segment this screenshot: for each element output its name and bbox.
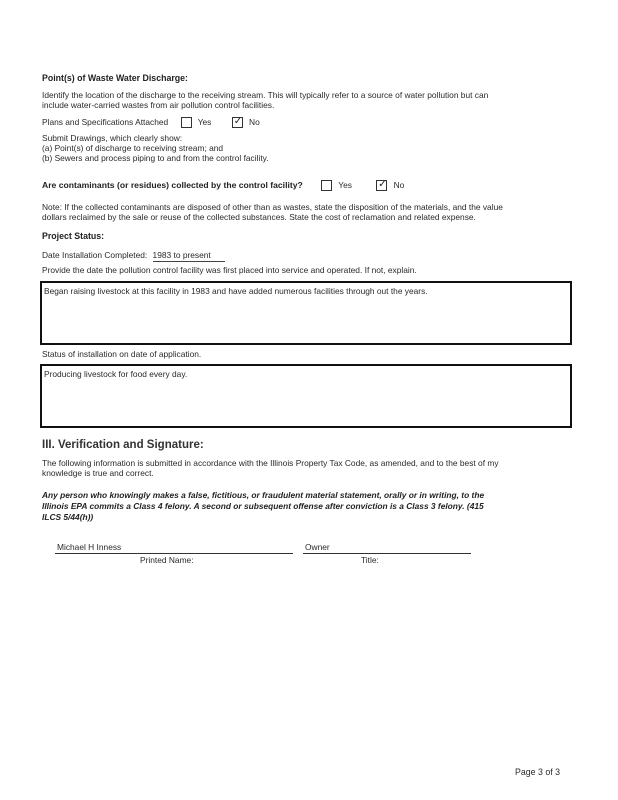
verification-text-1: The following information is submitted in accordance with the Illinois Property Tax Code, as amended, and to the best of my — [42, 458, 499, 468]
printed-name-line — [55, 553, 293, 554]
contaminants-no-checkbox[interactable] — [376, 180, 387, 191]
check-icon: ✓ — [233, 116, 243, 128]
explanation-box[interactable] — [40, 281, 572, 345]
points-instruction-1: Identify the location of the discharge to the receiving stream. This will typically refer to a source of water pollution but can — [42, 90, 489, 100]
drawings-b: (b) Sewers and process piping to and from the control facility. — [42, 153, 269, 163]
date-row — [42, 250, 225, 262]
points-heading: Point(s) of Waste Water Discharge: — [42, 73, 188, 83]
printed-name-field[interactable]: Michael H Inness — [57, 542, 122, 552]
plans-yes-checkbox[interactable] — [181, 117, 192, 128]
title-line — [303, 553, 471, 554]
plans-label: Plans and Specifications Attached — [42, 117, 169, 127]
plans-yes-label: Yes — [197, 117, 212, 127]
title-label: Title: — [361, 555, 379, 565]
contaminants-yes-label: Yes — [338, 180, 352, 190]
contaminants-question: Are contaminants (or residues) collected by the control facility? — [42, 180, 303, 190]
felony-warning-1: Any person who knowingly makes a false, fictitious, or fraudulent material statement, orally or in writing, to the — [42, 490, 485, 500]
contaminants-row — [42, 180, 404, 191]
felony-warning-3: ILCS 5/44(h)) — [42, 512, 94, 522]
drawings-intro: Submit Drawings, which clearly show: — [42, 133, 183, 143]
contaminants-note-1: Note: If the collected contaminants are disposed of other than as wastes, state the disposition of the materials, and the value — [42, 202, 503, 212]
status-text: Producing livestock for food every day. — [44, 369, 188, 379]
status-label: Status of installation on date of application. — [42, 349, 202, 359]
date-label: Date Installation Completed: — [42, 250, 148, 260]
felony-warning-2: Illinois EPA commits a Class 4 felony. A second or subsequent offense after conviction is a Class 3 felony. (415 — [42, 501, 484, 511]
plans-no-label: No — [249, 117, 260, 127]
plans-no-checkbox[interactable] — [232, 117, 243, 128]
explanation-text: Began raising livestock at this facility in 1983 and have added numerous facilities through out the years. — [44, 286, 428, 296]
provide-date-text: Provide the date the pollution control facility was first placed into service and operated. If not, explain. — [42, 265, 417, 275]
points-instruction-2: include water-carried wastes from air pollution control facilities. — [42, 100, 275, 110]
check-icon: ✓ — [378, 179, 387, 191]
title-field[interactable]: Owner — [305, 542, 330, 552]
contaminants-no-label: No — [393, 180, 405, 190]
contaminants-note-2: dollars reclaimed by the sale or reuse of the collected substances. State the cost of reclamation and related expense. — [42, 212, 476, 222]
contaminants-yes-checkbox[interactable] — [321, 180, 332, 191]
date-completed-field[interactable]: 1983 to present — [153, 250, 225, 262]
status-box[interactable] — [40, 364, 572, 428]
plans-row — [42, 117, 260, 128]
verification-text-2: knowledge is true and correct. — [42, 468, 154, 478]
project-status-heading: Project Status: — [42, 231, 105, 241]
drawings-a: (a) Point(s) of discharge to receiving stream; and — [42, 143, 224, 153]
verification-heading: III. Verification and Signature: — [42, 439, 204, 451]
page-number: Page 3 of 3 — [515, 767, 560, 777]
printed-name-label: Printed Name: — [140, 555, 194, 565]
